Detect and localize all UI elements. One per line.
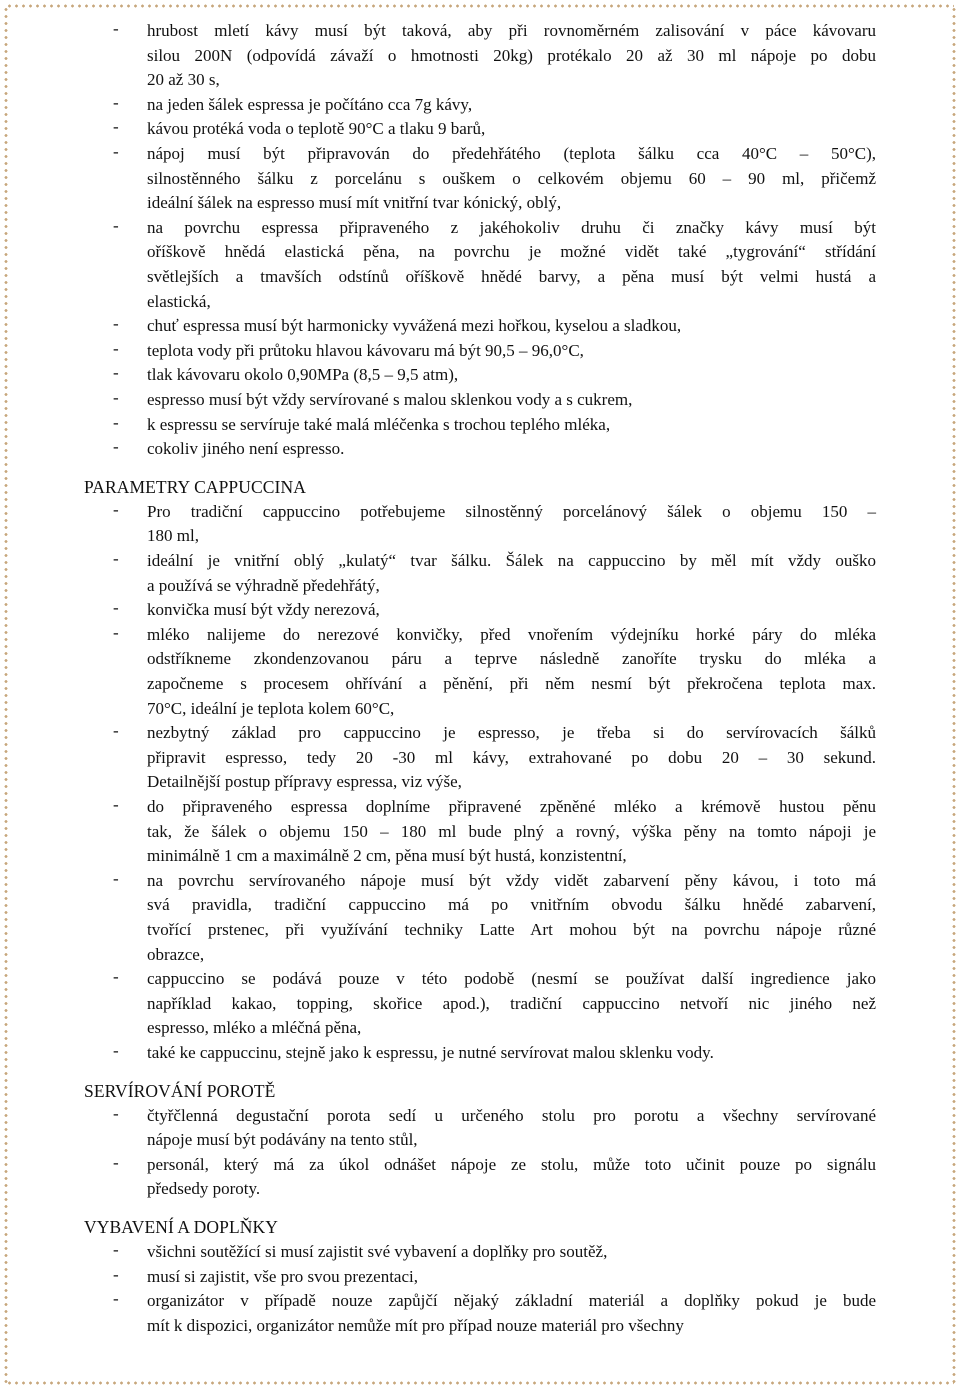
espresso-list-item-line: cokoliv jiného není espresso. <box>147 439 345 459</box>
list-bullet-dash: - <box>113 1264 119 1284</box>
section-0-item-line: například kakao, topping, skořice apod.), tradiční cappuccino netvoří nic jiného než <box>147 993 876 1013</box>
espresso-list-item-line: hrubost mletí kávy musí být taková, aby při rovnoměrném zalisování v páce kávovaru <box>147 21 876 40</box>
list-bullet-dash: - <box>113 117 119 137</box>
list-bullet-dash: - <box>113 868 119 888</box>
section-0-item-line: tvořící prstenec, při využívání techniky Latte Art mohou být na povrchu nápoje různé <box>147 920 876 939</box>
section-heading: VYBAVENÍ A DOPLŇKY <box>84 1217 278 1237</box>
espresso-list-item-line: chuť espressa musí být harmonicky vyvážená mezi hořkou, kyselou a sladkou, <box>147 316 682 336</box>
section-1-item-line: předsedy poroty. <box>147 1179 261 1199</box>
section-0-item-line: minimálně 1 cm a maximálně 2 cm, pěna musí být hustá, konzistentní, <box>147 846 627 866</box>
list-bullet-dash: - <box>113 363 119 383</box>
section-1-item-line: čtyřčlenná degustační porota sedí u určeného stolu pro porotu a všechny servírované <box>147 1105 876 1125</box>
section-0-item-line: započneme s procesem ohřívání a pěnění, při něm nesmí být překročena teplota max. <box>147 674 876 693</box>
list-bullet-dash: - <box>113 437 119 457</box>
espresso-list-item-line: elastická, <box>147 291 211 311</box>
section-1-item-line: nápoje musí být podávány na tento stůl, <box>147 1130 418 1150</box>
section-0-item-line: 70°C, ideální je teplota kolem 60°C, <box>147 698 395 718</box>
section-0-item-line: konvička musí být vždy nerezová, <box>147 600 380 620</box>
section-0-item-line: tak, že šálek o objemu 150 – 180 ml bude plný a rovný, výška pěny na tomto nápoji je <box>147 821 876 841</box>
list-bullet-dash: - <box>113 795 119 814</box>
section-0-item-line: cappuccino se podává pouze v této podobě (nesmí se používat další ingredience jako <box>147 969 876 989</box>
section-0-item-line: a používá se výhradně předehřátý, <box>147 575 380 595</box>
espresso-list-item-line: tlak kávovaru okolo 0,90MPa (8,5 – 9,5 atm), <box>147 365 459 385</box>
list-bullet-dash: - <box>113 1103 119 1123</box>
list-bullet-dash: - <box>113 338 119 358</box>
list-bullet-dash: - <box>113 721 119 741</box>
list-bullet-dash: - <box>113 499 119 519</box>
section-0-item-line: na povrchu servírovaného nápoje musí být vždy vidět zabarvení pěny kávou, i toto má <box>147 870 876 890</box>
list-bullet-dash: - <box>113 549 119 568</box>
section-heading: PARAMETRY CAPPUCCINA <box>84 476 306 497</box>
section-0-item-line: odstříkneme zkondenzovanou páru a teprve následně zanoříte trysku do mléka a <box>147 649 876 669</box>
section-0-item-line: svá pravidla, tradiční cappuccino má po vnitřním obvodu šálku hnědé zabarvení, <box>147 895 876 915</box>
espresso-list-item-line: 20 až 30 s, <box>147 70 220 90</box>
espresso-list-item-line: oříškově hnědá elastická pěna, na povrchu je možné vidět také „tygrování“ střídání <box>147 242 876 262</box>
section-0-item-line: obrazce, <box>147 944 205 964</box>
section-2-item-line: musí si zajistit, vše pro svou prezentaci, <box>147 1266 418 1286</box>
espresso-list-item-line: kávou protéká voda o teplotě 90°C a tlaku 9 barů, <box>147 119 486 139</box>
list-bullet-dash: - <box>113 598 119 618</box>
espresso-list-item-line: silnostěnného šálku z porcelánu s ouškem o celkovém objemu 60 – 90 ml, přičemž <box>147 168 876 188</box>
section-0-item-line: ideální je vnitřní oblý „kulatý“ tvar šálku. Šálek na cappuccino by měl mít vždy ouško <box>147 551 876 570</box>
list-bullet-dash: - <box>113 388 119 407</box>
espresso-list-item-line: ideální šálek na espresso musí mít vnitřní tvar kónický, oblý, <box>147 193 562 213</box>
espresso-list-item-line: silou 200N (odpovídá závaží o hmotnosti 20kg) protékalo 20 až 30 ml nápoje po dobu <box>147 45 876 65</box>
list-bullet-dash: - <box>113 92 119 112</box>
section-0-item-line: nezbytný základ pro cappuccino je espresso, je třeba si do servírovacích šálků <box>147 723 876 743</box>
list-bullet-dash: - <box>113 1152 119 1172</box>
list-bullet-dash: - <box>113 1041 119 1060</box>
section-0-item-line: připravit espresso, tedy 20 -30 ml kávy, extrahované po dobu 20 – 30 sekund. <box>147 747 876 767</box>
section-0-item-line: espresso, mléko a mléčná pěna, <box>147 1018 362 1038</box>
section-0-item-line: 180 ml, <box>147 526 199 546</box>
list-bullet-dash: - <box>113 142 119 161</box>
list-bullet-dash: - <box>113 622 119 642</box>
espresso-list-item-line: na jeden šálek espressa je počítáno cca 7g kávy, <box>147 94 473 114</box>
section-0-item-line: Detailnější postup přípravy espressa, viz výše, <box>147 772 462 792</box>
espresso-list-item-line: nápoj musí být připravován do předehřátého (teplota šálku cca 40°C – 50°C), <box>147 144 876 163</box>
section-1-item-line: personál, který má za úkol odnášet nápoje ze stolu, může toto učinit pouze po signálu <box>147 1154 876 1174</box>
list-bullet-dash: - <box>113 1240 119 1259</box>
list-bullet-dash: - <box>113 19 119 38</box>
espresso-list-item-line: teplota vody při průtoku hlavou kávovaru má být 90,5 – 96,0°C, <box>147 340 584 360</box>
section-2-item-line: všichni soutěžící si musí zajistit své vybavení a doplňky pro soutěž, <box>147 1242 608 1261</box>
espresso-list-item-line: espresso musí být vždy servírované s malou sklenkou vody a s cukrem, <box>147 390 633 409</box>
section-0-item-line: Pro tradiční cappuccino potřebujeme silnostěnný porcelánový šálek o objemu 150 – <box>147 501 876 521</box>
list-bullet-dash: - <box>113 412 119 432</box>
section-2-item-line: mít k dispozici, organizátor nemůže mít pro případ nouze materiál pro všechny <box>147 1315 684 1335</box>
section-2-item-line: organizátor v případě nouze zapůjčí nějaký základní materiál a doplňky pokud je bude <box>147 1291 876 1311</box>
list-bullet-dash: - <box>113 215 119 235</box>
section-0-item-line: také ke cappuccinu, stejně jako k espressu, je nutné servírovat malou sklenku vody. <box>147 1043 714 1062</box>
section-heading: SERVÍROVÁNÍ POROTĚ <box>84 1080 276 1101</box>
espresso-list-item-line: světlejších a tmavších odstínů oříškově hnědé barvy, a pěna musí být velmi hustá a <box>147 267 876 286</box>
list-bullet-dash: - <box>113 314 119 334</box>
espresso-list-item-line: k espressu se servíruje také malá mléčenka s trochou teplého mléka, <box>147 414 611 434</box>
section-0-item-line: mléko nalijeme do nerezové konvičky, před vnořením výdejníku horké páry do mléka <box>147 624 876 644</box>
list-bullet-dash: - <box>113 967 119 987</box>
section-0-item-line: do připraveného espressa doplníme připravené zpěněné mléko a krémově hustou pěnu <box>147 797 876 816</box>
espresso-list-item-line: na povrchu espressa připraveného z jakéhokoliv druhu či značky kávy musí být <box>147 217 876 237</box>
list-bullet-dash: - <box>113 1289 119 1309</box>
